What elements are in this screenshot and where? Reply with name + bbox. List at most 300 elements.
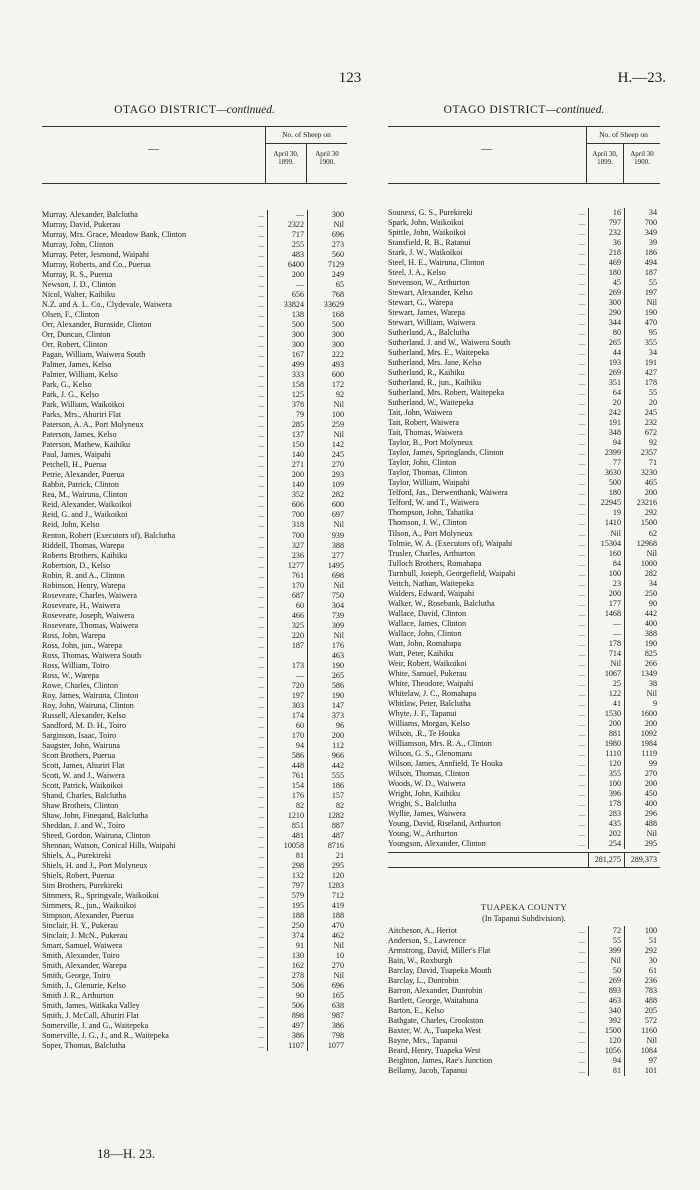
sheep-1899: 202 <box>588 829 624 839</box>
leader-dots: ... <box>257 410 265 420</box>
leader-dots: ... <box>257 830 265 840</box>
sheep-1899: 10058 <box>267 841 307 851</box>
leader-dots: ... <box>257 790 265 800</box>
sheep-1900: 750 <box>307 591 347 601</box>
owner-name: Scott, Patrick, Waikoikoi <box>42 780 124 790</box>
owner-name: Roy, James, Wairuna, Clinton <box>42 690 139 700</box>
owner-name: Murray, R. S., Puerua <box>42 270 113 280</box>
table-row <box>42 450 347 460</box>
leader-dots: ... <box>257 810 265 820</box>
sheep-1900: 442 <box>307 761 347 771</box>
sheep-1899: 298 <box>267 861 307 871</box>
owner-name: N.Z. and A. L. Co., Clydevale, Waiwera <box>42 300 172 310</box>
leader-dots: ... <box>578 996 586 1006</box>
sheep-1900: 292 <box>624 508 660 518</box>
leader-dots: ... <box>578 258 586 268</box>
leader-dots: ... <box>578 568 586 578</box>
sheep-1900: 739 <box>307 611 347 621</box>
leader-dots: ... <box>257 680 265 690</box>
sheep-1900: Nil <box>307 430 347 440</box>
owner-name: Aitcheson, A., Heriot <box>388 926 458 935</box>
table-row <box>42 210 347 220</box>
sheep-1900: 488 <box>624 819 660 829</box>
owner-name: Baxter, W. A., Tuapeka West <box>388 1026 481 1036</box>
sheep-1899: 499 <box>267 360 307 370</box>
owner-name: Wallace, David, Clinton <box>388 608 467 618</box>
sheep-1899: 717 <box>267 230 307 240</box>
sheep-1899: 77 <box>588 458 624 468</box>
table-row <box>42 901 347 911</box>
table-row <box>388 478 660 488</box>
leader-dots: ... <box>257 730 265 740</box>
table-row <box>42 1001 347 1011</box>
sheep-1899: 82 <box>267 801 307 811</box>
sheep-1900: 205 <box>624 1006 660 1016</box>
leader-dots: ... <box>257 490 265 500</box>
leader-dots: ... <box>257 951 265 961</box>
owner-name: Petrie, Alexander, Puerua <box>42 470 125 480</box>
owner-name: Rea, M., Wairuna, Clinton <box>42 490 128 500</box>
table-row <box>388 829 660 839</box>
leader-dots: ... <box>578 986 586 996</box>
leader-dots: ... <box>257 710 265 720</box>
table-row <box>42 821 347 831</box>
owner-name: Whyte, J. F., Tapanui <box>388 708 457 718</box>
table-row <box>388 759 660 769</box>
table-row <box>388 278 660 288</box>
sheep-1899: 94 <box>588 1056 624 1066</box>
year-1899-header: April 30, 1899. <box>592 150 618 166</box>
sheep-1900: 500 <box>307 320 347 330</box>
owner-name: Whitlaw, Peter, Balclutha <box>388 698 471 708</box>
sheep-1900: 282 <box>307 490 347 500</box>
owner-name: Wallace, James, Clinton <box>388 618 467 628</box>
table-row <box>42 881 347 891</box>
table-row <box>42 651 347 661</box>
table-row <box>388 1046 660 1056</box>
leader-dots: ... <box>257 300 265 310</box>
table-row <box>42 350 347 360</box>
sheep-1900: 112 <box>307 741 347 751</box>
leader-dots: ... <box>257 901 265 911</box>
sheep-1900: 488 <box>624 996 660 1006</box>
sheep-1899: 33824 <box>267 300 307 310</box>
owner-name: Sutherland, Mrs. Jane, Kelso <box>388 358 482 368</box>
leader-dots: ... <box>578 458 586 468</box>
owner-name: Bathgate, Charles, Crookston <box>388 1016 484 1026</box>
table-row <box>388 699 660 709</box>
sheep-1900: 1349 <box>624 669 660 679</box>
subdivision-title: (In Tapanui Subdivision). <box>482 914 566 923</box>
owner-name: Stewart, William, Waiwera <box>388 318 476 328</box>
sheep-1899: 893 <box>588 986 624 996</box>
owner-name: Stewart, James, Warepa <box>388 308 465 318</box>
sheep-1900: 95 <box>624 328 660 338</box>
leader-dots: ... <box>257 720 265 730</box>
owner-name: Murray, John, Clinton <box>42 240 114 250</box>
leader-dots: ... <box>257 330 265 340</box>
table-row <box>42 380 347 390</box>
owner-name: Ross, Thomas, Waiwera South <box>42 650 142 660</box>
owner-name: Taylor, John, Clinton <box>388 458 457 468</box>
sheep-1899: 1980 <box>588 739 624 749</box>
owner-name: Murray, Alexander, Balclutha <box>42 210 138 219</box>
sheep-1899: 162 <box>267 961 307 971</box>
owner-name: Thomson, J. W., Clinton <box>388 518 467 528</box>
sheep-1900: 222 <box>307 350 347 360</box>
leader-dots: ... <box>257 510 265 520</box>
sheep-1899: 167 <box>267 350 307 360</box>
leader-dots: ... <box>257 240 265 250</box>
leader-dots: ... <box>257 840 265 850</box>
owner-name: Wyllie, James, Waiwera <box>388 808 466 818</box>
table-row <box>42 310 347 320</box>
sheep-1900: 1000 <box>624 559 660 569</box>
leader-dots: ... <box>578 698 586 708</box>
table-row <box>388 619 660 629</box>
sheep-1900: 462 <box>307 931 347 941</box>
leader-dots: ... <box>578 1046 586 1056</box>
year-1899-header: April 30, 1899. <box>273 150 299 166</box>
sheep-1899: 2399 <box>588 448 624 458</box>
sheep-1899: 154 <box>267 781 307 791</box>
owner-name: Weir, Robert, Waikoikoi <box>388 658 467 668</box>
owner-name: Walker, W., Rosebank, Balclutha <box>388 598 495 608</box>
sheep-1899: 174 <box>267 711 307 721</box>
owner-name: Wilson, G. S., Glenomaru <box>388 748 472 758</box>
sheep-1900: 966 <box>307 751 347 761</box>
owner-name: Park, J. G., Kelso <box>42 390 99 400</box>
table-row <box>388 599 660 609</box>
table-row <box>388 966 660 976</box>
leader-dots: ... <box>257 390 265 400</box>
leader-dots: ... <box>257 570 265 580</box>
leader-dots: ... <box>578 398 586 408</box>
owner-name: Murray, Peter, Jesmond, Waipahi <box>42 250 150 260</box>
sheep-1899: 94 <box>267 741 307 751</box>
table-row <box>388 739 660 749</box>
leader-dots: ... <box>257 981 265 991</box>
leader-dots: ... <box>578 338 586 348</box>
owner-name: Sim Brothers, Purekireki <box>42 881 123 891</box>
owner-name: Shaw, John, Fineqand, Balclutha <box>42 810 149 820</box>
table-row <box>388 328 660 338</box>
owner-name: Taylor, James, Springlands, Clinton <box>388 448 504 458</box>
sheep-1900: 186 <box>624 248 660 258</box>
sheep-1900: 1600 <box>624 709 660 719</box>
owner-name: Sutherland, R., Kaihiku <box>388 368 465 378</box>
owner-name: Stewart, G., Warepa <box>388 298 454 308</box>
sheep-1899: — <box>267 671 307 681</box>
sheep-1900: 7129 <box>307 260 347 270</box>
table-row <box>42 891 347 901</box>
sheep-1900: 200 <box>307 731 347 741</box>
leader-dots: ... <box>257 991 265 1001</box>
leader-dots: ... <box>578 388 586 398</box>
leader-dots: ... <box>578 228 586 238</box>
table-row <box>42 300 347 310</box>
table-row <box>388 358 660 368</box>
owner-name: Sheed, Gordon, Wairuna, Clinton <box>42 830 151 840</box>
sheep-1900: 34 <box>624 348 660 358</box>
sheep-1899: 80 <box>588 328 624 338</box>
owner-name: Woods, W. D., Waiwera <box>388 778 466 788</box>
sheep-1900: 99 <box>624 759 660 769</box>
sheep-1900: 55 <box>624 278 660 288</box>
sheep-1899: 399 <box>588 946 624 956</box>
leader-dots: ... <box>578 976 586 986</box>
owner-name: Paterson, A. A., Port Molyneux <box>42 420 144 430</box>
owner-name: Sutherland, A., Balclutha <box>388 328 470 338</box>
table-row <box>42 1021 347 1031</box>
sheep-1899: 6400 <box>267 260 307 270</box>
owner-name: Spittle, John, Waikoikoi <box>388 228 466 238</box>
sheep-1899: 60 <box>267 601 307 611</box>
owner-name: Wright, John, Kaihiku <box>388 788 461 798</box>
leader-dots: ... <box>578 528 586 538</box>
leader-dots: ... <box>257 420 265 430</box>
sheep-1900: 270 <box>624 769 660 779</box>
leader-dots: ... <box>578 808 586 818</box>
owner-name: Smith, J., Glenurie, Kelso <box>42 981 126 991</box>
leader-dots: ... <box>578 1056 586 1066</box>
owner-name: Robinson, Henry, Warepa <box>42 580 126 590</box>
table-row <box>388 669 660 679</box>
sheep-1899: 340 <box>588 1006 624 1016</box>
sheep-1899: 851 <box>267 821 307 831</box>
owner-name: Paterson, James, Kelso <box>42 430 117 440</box>
owner-name: Reid, G. and J., Waikoikoi <box>42 510 128 520</box>
table-row <box>42 931 347 941</box>
table-row <box>42 260 347 270</box>
table-row <box>42 490 347 500</box>
sheep-1899: 1277 <box>267 561 307 571</box>
sheep-1899: 448 <box>267 761 307 771</box>
leader-dots: ... <box>578 428 586 438</box>
owner-name: White, Theodore, Waipahi <box>388 678 474 688</box>
sheep-1899: 481 <box>267 831 307 841</box>
table-row <box>388 308 660 318</box>
sheep-1900: 2357 <box>624 448 660 458</box>
sheep-1900: 147 <box>307 701 347 711</box>
table-row <box>388 789 660 799</box>
table-row <box>388 388 660 398</box>
owner-name: Bain, W., Roxburgh <box>388 956 453 966</box>
sheep-1899: 269 <box>588 368 624 378</box>
sheep-1900: Nil <box>307 971 347 981</box>
sheep-1899: 500 <box>588 478 624 488</box>
table-row <box>388 318 660 328</box>
sheep-1900: 270 <box>307 961 347 971</box>
sheep-1900: 232 <box>624 418 660 428</box>
sheep-1900: 388 <box>307 541 347 551</box>
sheep-1900: 388 <box>624 629 660 639</box>
table-row <box>42 520 347 530</box>
sheep-1899: 130 <box>267 951 307 961</box>
owner-name: Shiels, H. and J., Port Molyneux <box>42 861 148 871</box>
owner-name: Ross, John, jun., Warepa <box>42 640 122 650</box>
leader-dots: ... <box>578 508 586 518</box>
sheep-1899: 188 <box>267 911 307 921</box>
sheep-1900: Nil <box>307 631 347 641</box>
leader-dots: ... <box>578 478 586 488</box>
owner-name: Nicol, Walter, Kaihiku <box>42 290 116 300</box>
leader-dots: ... <box>578 408 586 418</box>
leader-dots: ... <box>257 530 265 540</box>
sheep-1899: 200 <box>267 470 307 480</box>
sheep-1899 <box>267 651 307 661</box>
leader-dots: ... <box>578 588 586 598</box>
owner-name: Somerville, J. and G., Waitepeka <box>42 1021 149 1031</box>
sheep-1899: 1500 <box>588 1026 624 1036</box>
table-row <box>388 529 660 539</box>
leader-dots: ... <box>578 688 586 698</box>
table-row <box>42 410 347 420</box>
leader-dots: ... <box>257 1021 265 1031</box>
sheep-1900: 783 <box>624 986 660 996</box>
sheep-1900: 1119 <box>624 749 660 759</box>
leader-dots: ... <box>578 1006 586 1016</box>
table-row <box>42 911 347 921</box>
sheep-1899: 177 <box>588 599 624 609</box>
table-row <box>42 370 347 380</box>
table-row <box>388 1016 660 1026</box>
table-row <box>388 238 660 248</box>
sheep-1900: 697 <box>307 510 347 520</box>
sheep-1899: 220 <box>267 631 307 641</box>
sheep-1899: Nil <box>588 529 624 539</box>
owner-name: Armstrong, David, Miller's Flat <box>388 946 491 956</box>
sheep-1900: 10 <box>307 951 347 961</box>
owner-name: Young, David, Riseland, Arthurton <box>388 818 501 828</box>
owner-name: Thompson, John, Tahatika <box>388 508 474 518</box>
sheep-1899: 352 <box>267 490 307 500</box>
name-column-header: — <box>42 127 266 183</box>
leader-dots: ... <box>257 660 265 670</box>
sheep-1900: 38 <box>624 679 660 689</box>
sheep-1900: 295 <box>307 861 347 871</box>
sheep-1899: 396 <box>588 789 624 799</box>
sheep-1900: 96 <box>307 721 347 731</box>
sheep-1899: 55 <box>588 936 624 946</box>
sheep-1899: 178 <box>588 799 624 809</box>
leader-dots: ... <box>257 440 265 450</box>
sheep-1900: Nil <box>307 400 347 410</box>
sheep-1899: 469 <box>588 258 624 268</box>
table-row <box>388 956 660 966</box>
table-row <box>42 611 347 621</box>
sheep-1899: 125 <box>267 390 307 400</box>
owner-name: Parks, Mrs., Ahuriri Flat <box>42 410 122 420</box>
table-row <box>388 258 660 268</box>
table-row <box>388 996 660 1006</box>
owner-name: Watt, John, Romahapa <box>388 638 462 648</box>
sheep-1899: 355 <box>588 769 624 779</box>
sheep-1900: 51 <box>624 936 660 946</box>
table-row <box>388 508 660 518</box>
table-row <box>42 721 347 731</box>
leader-dots: ... <box>578 558 586 568</box>
sheep-1900: 987 <box>307 1011 347 1021</box>
owner-name: Riddell, Thomas, Warepa <box>42 540 125 550</box>
owner-name: Sutherland, J. and W., Waiwera South <box>388 338 511 348</box>
leader-dots: ... <box>257 931 265 941</box>
leader-dots: ... <box>257 590 265 600</box>
leader-dots: ... <box>257 400 265 410</box>
table-row <box>388 679 660 689</box>
sheep-1900: 1500 <box>624 518 660 528</box>
sheep-1899: 20 <box>588 398 624 408</box>
table-row <box>388 549 660 559</box>
sheep-1899: 180 <box>588 488 624 498</box>
table-row <box>42 470 347 480</box>
table-row <box>388 839 660 849</box>
sheep-1900: 92 <box>307 390 347 400</box>
leader-dots: ... <box>257 650 265 660</box>
county-table-body <box>388 924 660 1076</box>
table-row <box>388 719 660 729</box>
owner-name: Roseveare, Joseph, Waiwera <box>42 610 135 620</box>
sheep-1899: 138 <box>267 310 307 320</box>
sheep-1900: 172 <box>307 380 347 390</box>
sheep-1900: Nil <box>624 689 660 699</box>
owner-name: Anderson, S., Lawrence <box>388 936 466 946</box>
sheep-1899: 255 <box>267 240 307 250</box>
leader-dots: ... <box>578 418 586 428</box>
owner-name: Telford, Jas., Derwenthank, Waiwera <box>388 488 508 498</box>
sheep-1900: 427 <box>624 368 660 378</box>
table-row <box>388 809 660 819</box>
sheep-1900: 266 <box>624 659 660 669</box>
owner-name: Williamson, Mrs. R. A., Clinton <box>388 738 492 748</box>
leader-dots: ... <box>257 250 265 260</box>
sheep-1900: 191 <box>624 358 660 368</box>
sheep-1899: — <box>267 210 307 220</box>
sheep-1899: 720 <box>267 681 307 691</box>
owner-name: Wilson, James, Annfield, Te Houka <box>388 758 503 768</box>
table-row <box>42 591 347 601</box>
table-row <box>388 629 660 639</box>
table-row <box>42 831 347 841</box>
sheep-1900: 293 <box>307 470 347 480</box>
leader-dots: ... <box>578 368 586 378</box>
leader-dots: ... <box>257 430 265 440</box>
sheep-1900: 245 <box>307 450 347 460</box>
table-row <box>42 871 347 881</box>
sheep-1900: 768 <box>307 290 347 300</box>
sheep-1900: 176 <box>307 641 347 651</box>
sheep-1900: Nil <box>307 941 347 951</box>
sheep-1899: 483 <box>267 250 307 260</box>
table-row <box>388 498 660 508</box>
owner-name: Russell, Alexander, Kelso <box>42 710 126 720</box>
sheep-1899: 200 <box>588 589 624 599</box>
sheep-1899: 94 <box>588 438 624 448</box>
table-row <box>388 288 660 298</box>
leader-dots: ... <box>578 548 586 558</box>
sheep-1899: Nil <box>588 956 624 966</box>
sheep-1900: 386 <box>307 1021 347 1031</box>
leader-dots: ... <box>257 480 265 490</box>
owner-name: Roy, John, Wairuna, Clinton <box>42 700 134 710</box>
sheep-1899: 344 <box>588 318 624 328</box>
leader-dots: ... <box>578 768 586 778</box>
table-row <box>42 841 347 851</box>
leader-dots: ... <box>257 320 265 330</box>
table-row <box>388 946 660 956</box>
sheep-1899: 265 <box>588 338 624 348</box>
owner-name: Shennan, Watson, Conical Hills, Waipahi <box>42 840 176 850</box>
